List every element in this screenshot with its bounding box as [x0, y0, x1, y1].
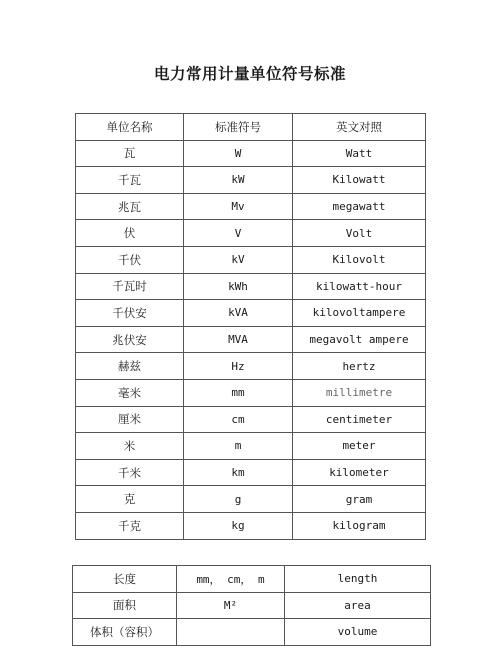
unit-name-cell: 千瓦 [76, 167, 184, 194]
english-name-cell: millimetre [293, 379, 426, 406]
table-row [76, 486, 426, 513]
unit-name-cell: 千克 [76, 512, 184, 539]
table-row [76, 300, 426, 327]
table-row [76, 353, 426, 380]
symbol-cell: mm [184, 379, 293, 406]
symbol-cell: kW [184, 167, 293, 194]
english-name-cell: Watt [293, 140, 426, 167]
table-row [76, 273, 426, 300]
header-unit-name: 单位名称 [76, 114, 184, 141]
unit-symbol-table [75, 113, 426, 540]
symbol-cell: kV [184, 246, 293, 273]
english-name-cell: Kilowatt [293, 167, 426, 194]
english-name-cell: centimeter [293, 406, 426, 433]
unit-name-cell: 毫米 [76, 379, 184, 406]
unit-name-cell: 兆伏安 [76, 326, 184, 353]
document-title: 电力常用计量单位符号标准 [153, 64, 346, 83]
english-name-cell: hertz [293, 353, 426, 380]
table-row [76, 220, 426, 247]
symbol-cell: kg [184, 512, 293, 539]
unit-name-cell: 克 [76, 486, 184, 513]
english-name-cell: kilogram [293, 512, 426, 539]
english-name-cell: meter [293, 433, 426, 460]
table-row [73, 592, 431, 619]
english-name-cell: Volt [293, 220, 426, 247]
unit-name-cell: 千伏安 [76, 300, 184, 327]
symbol-cell: Mv [184, 193, 293, 220]
table-row [76, 379, 426, 406]
table-row [73, 566, 431, 593]
unit-name-cell: 伏 [76, 220, 184, 247]
table-row [76, 512, 426, 539]
english-name-cell: area [285, 592, 431, 619]
english-name-cell: length [285, 566, 431, 593]
symbol-cell: V [184, 220, 293, 247]
unit-name-cell: 兆瓦 [76, 193, 184, 220]
table-row [73, 619, 431, 646]
symbol-cell: km [184, 459, 293, 486]
symbol-cell: kVA [184, 300, 293, 327]
symbol-cell: m [184, 433, 293, 460]
unit-name-cell: 赫兹 [76, 353, 184, 380]
english-name-cell: kilovoltampere [293, 300, 426, 327]
table-row [76, 246, 426, 273]
symbol-cell: Hz [184, 353, 293, 380]
header-standard-symbol: 标准符号 [184, 114, 293, 141]
table-header-row [76, 114, 426, 141]
unit-name-cell: 厘米 [76, 406, 184, 433]
english-name-cell: gram [293, 486, 426, 513]
table-row [76, 167, 426, 194]
symbol-cell: M² [177, 592, 285, 619]
unit-name-cell: 瓦 [76, 140, 184, 167]
symbol-cell: MVA [184, 326, 293, 353]
symbol-cell: g [184, 486, 293, 513]
table-row [76, 433, 426, 460]
symbol-cell: mm， cm， m [177, 566, 285, 593]
symbol-cell: kWh [184, 273, 293, 300]
unit-name-cell: 米 [76, 433, 184, 460]
symbol-cell: W [184, 140, 293, 167]
symbol-cell [177, 619, 285, 646]
table-row [76, 326, 426, 353]
english-name-cell: volume [285, 619, 431, 646]
unit-name-cell: 长度 [73, 566, 177, 593]
unit-name-cell: 面积 [73, 592, 177, 619]
table-row [76, 140, 426, 167]
unit-name-cell: 体积（容积） [73, 619, 177, 646]
english-name-cell: kilometer [293, 459, 426, 486]
table-row [76, 406, 426, 433]
unit-name-cell: 千瓦时 [76, 273, 184, 300]
symbol-cell: cm [184, 406, 293, 433]
english-name-cell: megawatt [293, 193, 426, 220]
english-name-cell: megavolt ampere [293, 326, 426, 353]
unit-symbol-table-continued [72, 565, 431, 646]
english-name-cell: Kilovolt [293, 246, 426, 273]
unit-name-cell: 千伏 [76, 246, 184, 273]
table-row [76, 193, 426, 220]
unit-name-cell: 千米 [76, 459, 184, 486]
header-english: 英文对照 [293, 114, 426, 141]
table-row [76, 459, 426, 486]
english-name-cell: kilowatt-hour [293, 273, 426, 300]
